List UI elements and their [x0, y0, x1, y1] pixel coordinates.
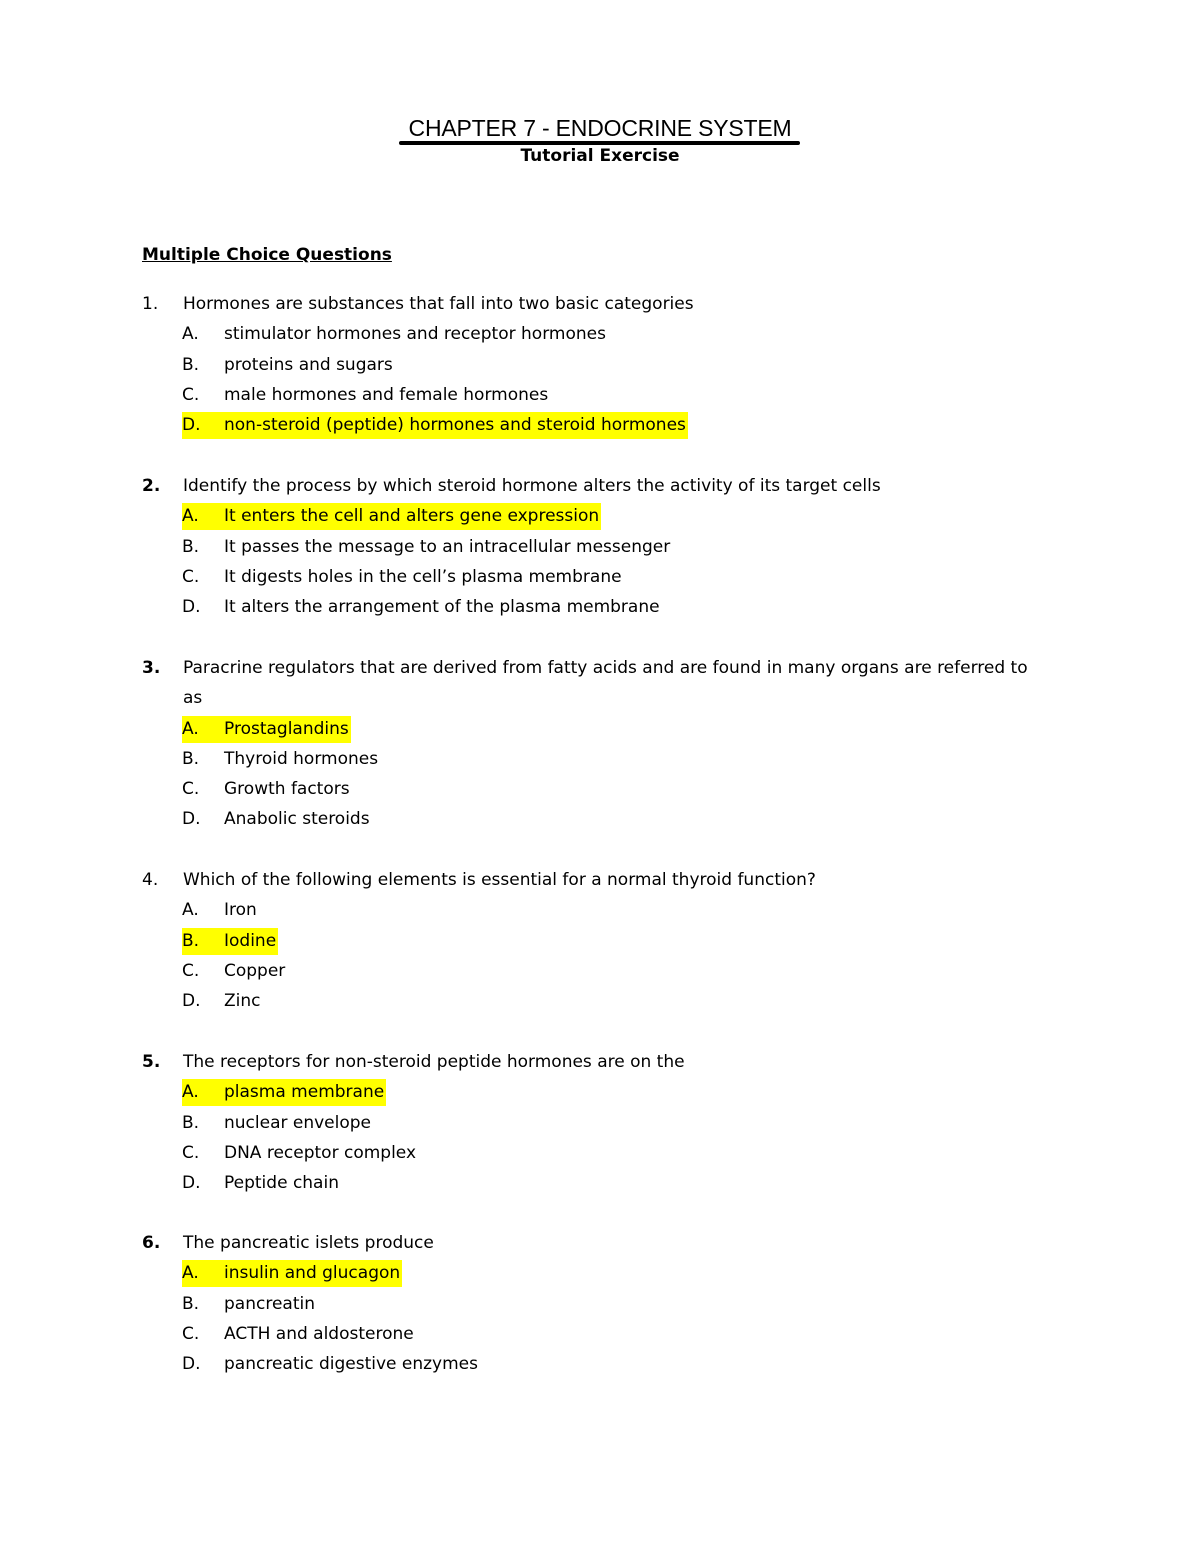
option-b	[142, 350, 1062, 380]
option-text: It enters the cell and alters gene expression	[224, 506, 600, 527]
answer-highlight	[182, 503, 601, 530]
option-d	[142, 410, 1062, 440]
option-a	[142, 895, 1062, 925]
section-heading: Multiple Choice Questions	[142, 245, 392, 265]
option-text: stimulator hormones and receptor hormones	[224, 324, 606, 345]
option-letter: A.	[182, 900, 199, 921]
option-letter: A.	[182, 1082, 199, 1103]
option-letter: D.	[182, 415, 201, 436]
option-text: plasma membrane	[224, 1082, 385, 1103]
option-text: It alters the arrangement of the plasma membrane	[224, 597, 660, 618]
option-d	[142, 804, 1062, 834]
question-4	[142, 865, 1062, 1016]
option-text: ACTH and aldosterone	[224, 1323, 414, 1344]
option-text: Peptide chain	[224, 1173, 339, 1194]
question-number: 5.	[142, 1052, 161, 1072]
option-text: pancreatin	[224, 1293, 315, 1314]
option-d	[142, 592, 1062, 622]
option-letter: B.	[182, 1293, 200, 1314]
option-b	[142, 532, 1062, 562]
question-number: 4.	[142, 870, 159, 890]
question-number: 1.	[142, 294, 159, 314]
option-text: non-steroid (peptide) hormones and steroid hormones	[224, 415, 686, 436]
option-letter: C.	[182, 779, 200, 800]
question-text: Hormones are substances that fall into two basic categories	[183, 294, 694, 314]
option-letter: A.	[182, 324, 199, 345]
option-c	[142, 774, 1062, 804]
option-letter: D.	[182, 1173, 201, 1194]
option-letter: C.	[182, 1142, 200, 1163]
option-letter: B.	[182, 930, 200, 951]
option-c	[142, 562, 1062, 592]
option-a	[142, 319, 1062, 349]
option-letter: D.	[182, 991, 201, 1012]
option-text: DNA receptor complex	[224, 1142, 417, 1163]
question-text: Paracrine regulators that are derived from fatty acids and are found in many organs are referred to	[183, 658, 1028, 678]
question-text: Which of the following elements is essential for a normal thyroid function?	[183, 870, 816, 890]
option-text: Iron	[224, 900, 257, 921]
option-letter: C.	[182, 1323, 200, 1344]
option-text: male hormones and female hormones	[224, 384, 549, 405]
answer-highlight	[182, 1260, 402, 1287]
option-letter: A.	[182, 506, 199, 527]
option-text: It digests holes in the cell’s plasma membrane	[224, 566, 622, 587]
question-text: The pancreatic islets produce	[183, 1233, 434, 1253]
option-text: Growth factors	[224, 779, 350, 800]
option-text: Prostaglandins	[224, 718, 349, 739]
option-c	[142, 380, 1062, 410]
question-3	[142, 653, 1062, 835]
answer-highlight	[182, 412, 688, 439]
question-text-continued: as	[183, 688, 203, 709]
option-text: pancreatic digestive enzymes	[224, 1354, 478, 1375]
option-d	[142, 1168, 1062, 1198]
option-b	[142, 926, 1062, 956]
option-text: Anabolic steroids	[224, 809, 370, 830]
option-letter: C.	[182, 384, 200, 405]
question-text: Identify the process by which steroid hormone alters the activity of its target cells	[183, 476, 881, 496]
option-text: Zinc	[224, 991, 261, 1012]
option-text: It passes the message to an intracellular messenger	[224, 536, 671, 557]
option-c	[142, 956, 1062, 986]
option-text: insulin and glucagon	[224, 1263, 401, 1284]
option-a	[142, 1258, 1062, 1288]
option-letter: A.	[182, 718, 199, 739]
option-c	[142, 1138, 1062, 1168]
option-a	[142, 714, 1062, 744]
option-letter: C.	[182, 960, 200, 981]
option-letter: D.	[182, 809, 201, 830]
option-a	[142, 1077, 1062, 1107]
option-b	[142, 1108, 1062, 1138]
option-text: Iodine	[224, 930, 277, 951]
question-1	[142, 289, 1062, 440]
page-title: CHAPTER 7 - ENDOCRINE SYSTEM	[408, 115, 792, 141]
question-text: The receptors for non-steroid peptide hormones are on the	[183, 1052, 685, 1072]
option-d	[142, 986, 1062, 1016]
question-number: 2.	[142, 476, 161, 496]
option-text: Thyroid hormones	[224, 748, 379, 769]
option-b	[142, 744, 1062, 774]
option-letter: B.	[182, 1112, 200, 1133]
question-number: 3.	[142, 658, 161, 678]
option-letter: B.	[182, 748, 200, 769]
option-d	[142, 1349, 1062, 1379]
option-letter: B.	[182, 536, 200, 557]
question-2	[142, 471, 1062, 622]
option-letter: A.	[182, 1263, 199, 1284]
option-text: proteins and sugars	[224, 354, 393, 375]
option-letter: C.	[182, 566, 200, 587]
option-letter: D.	[182, 597, 201, 618]
option-c	[142, 1319, 1062, 1349]
option-a	[142, 501, 1062, 531]
option-letter: B.	[182, 354, 200, 375]
question-number: 6.	[142, 1233, 161, 1253]
answer-highlight	[182, 716, 351, 743]
answer-highlight	[182, 928, 278, 955]
option-letter: D.	[182, 1354, 201, 1375]
option-b	[142, 1289, 1062, 1319]
question-5	[142, 1047, 1062, 1198]
question-6	[142, 1228, 1062, 1379]
option-text: Copper	[224, 960, 286, 981]
option-text: nuclear envelope	[224, 1112, 372, 1133]
answer-highlight	[182, 1079, 386, 1106]
page-subtitle: Tutorial Exercise	[520, 146, 680, 166]
